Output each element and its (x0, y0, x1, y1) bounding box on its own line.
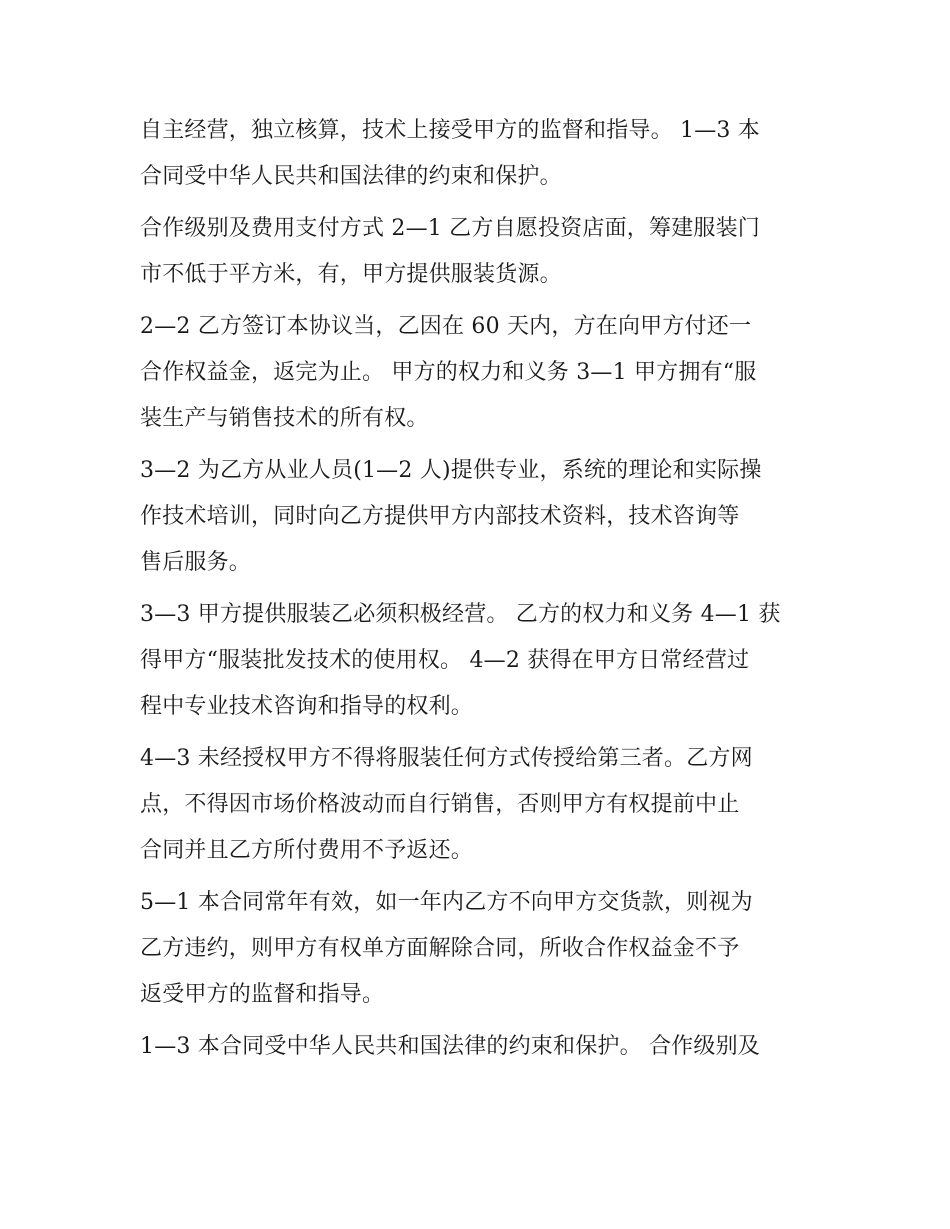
paragraph (140, 206, 830, 298)
text-line: 装生产与销售技术的所有权。 (140, 406, 429, 431)
text-line: 程中专业技术咨询和指导的权利。 (140, 694, 474, 719)
text-line: 点，不得因市场价格波动而自行销售，否则甲方有权提前中止 (140, 792, 740, 817)
text-line: 得甲方“服装批发技术的使用权。 4—2 获得在甲方日常经营过 (140, 648, 750, 673)
paragraph (140, 448, 830, 586)
text-line: 返受甲方的监督和指导。 (140, 982, 385, 1007)
text-line: 作技术培训，同时向乙方提供甲方内部技术资料，技术咨询等 (140, 504, 740, 529)
paragraph (140, 736, 830, 874)
text-line: 2—2 乙方签订本协议当，乙因在 60 天内，方在向甲方付还一 (140, 314, 752, 339)
text-line: 合作级别及费用支付方式 2—1 乙方自愿投资店面，筹建服装门 (140, 216, 760, 241)
text-line: 4—3 未经授权甲方不得将服装任何方式传授给第三者。乙方网 (140, 746, 753, 771)
text-line: 3—3 甲方提供服装乙必须积极经营。 乙方的权力和义务 4—1 获 (140, 602, 781, 627)
text-line: 5—1 本合同常年有效，如一年内乙方不向甲方交货款，则视为 (140, 890, 753, 915)
text-line: 合同受中华人民共和国法律的约束和保护。 (140, 164, 562, 189)
text-line: 自主经营，独立核算，技术上接受甲方的监督和指导。 1—3 本 (140, 118, 760, 143)
text-line: 合同并且乙方所付费用不予返还。 (140, 838, 474, 863)
text-line: 售后服务。 (140, 550, 252, 575)
text-line: 市不低于平方米，有，甲方提供服装货源。 (140, 262, 562, 287)
text-line: 合作权益金，返完为止。 甲方的权力和义务 3—1 甲方拥有“服 (140, 360, 757, 385)
paragraph (140, 108, 830, 200)
text-line: 3—2 为乙方从业人员(1—2 人)提供专业，系统的理论和实际操 (140, 458, 762, 483)
text-line: 乙方违约，则甲方有权单方面解除合同，所收合作权益金不予 (140, 936, 740, 961)
paragraph (140, 592, 830, 730)
paragraph (140, 880, 830, 1018)
paragraph (140, 304, 830, 442)
text-line: 1—3 本合同受中华人民共和国法律的约束和保护。 合作级别及 (140, 1034, 760, 1059)
paragraph (140, 1024, 830, 1070)
document-body (140, 108, 830, 1070)
